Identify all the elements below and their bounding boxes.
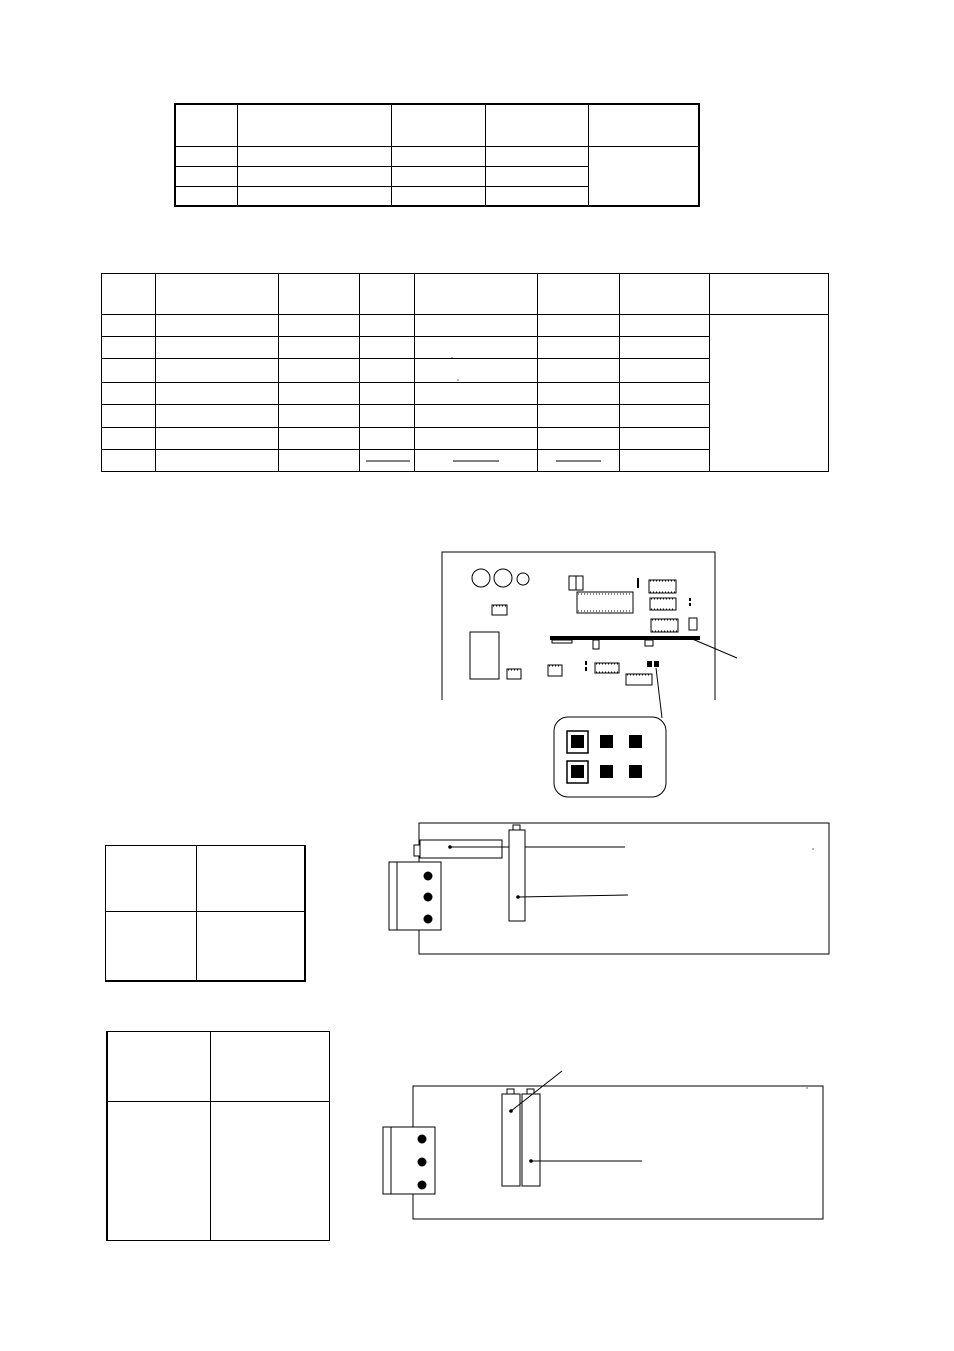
- terminal-screw-icon: [418, 1181, 427, 1190]
- vertical-component-icon: [522, 1094, 540, 1186]
- terminal-screw-icon: [418, 1158, 427, 1167]
- vertical-component-icon: [502, 1094, 520, 1186]
- module-outline: [413, 1086, 823, 1219]
- terminal-screw-icon: [418, 1135, 427, 1144]
